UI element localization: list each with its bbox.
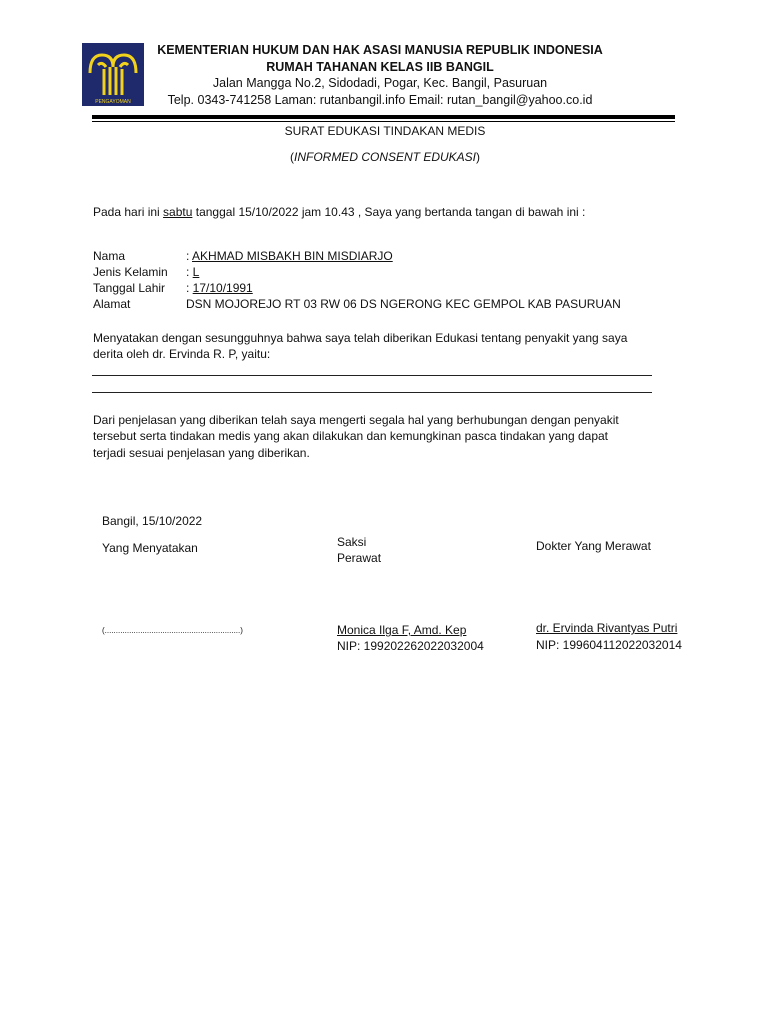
doctor-label: Dokter Yang Merawat — [536, 539, 651, 553]
field-label-jenis-kelamin: Jenis Kelamin — [93, 265, 168, 279]
field-label-tanggal-lahir: Tanggal Lahir — [93, 281, 166, 295]
document-title: SURAT EDUKASI TINDAKAN MEDIS — [284, 124, 486, 138]
header-address: Jalan Mangga No.2, Sidodadi, Pogar, Kec. Bangil, Pasuruan — [212, 76, 548, 90]
field-value-tanggal-lahir: : 17/10/1991 — [186, 281, 253, 295]
explanation-line-3: terjadi sesuai penjelasan yang diberikan. — [93, 446, 310, 460]
statement-line-1: Menyatakan dengan sesungguhnya bahwa saya telah diberikan Edukasi tentang penyakit yang saya — [93, 331, 628, 345]
field-label-nama: Nama — [93, 249, 126, 263]
field-value-nama: : AKHMAD MISBAKH BIN MISDIARJO — [186, 249, 393, 263]
place-date: Bangil, 15/10/2022 — [102, 514, 203, 528]
field-value-jenis-kelamin: : L — [186, 265, 200, 279]
witness-label: Saksi — [337, 535, 367, 549]
signer-label: Yang Menyatakan — [102, 541, 198, 555]
explanation-line-1: Dari penjelasan yang diberikan telah saya mengerti segala hal yang berhubungan dengan penyakit — [93, 413, 619, 427]
intro-text: Pada hari ini sabtu tanggal 15/10/2022 jam 10.43 , Saya yang bertanda tangan di bawah ini : — [93, 205, 586, 219]
blank-line-2 — [92, 392, 652, 393]
nurse-label: Perawat — [337, 551, 382, 565]
svg-text:PENGAYOMAN: PENGAYOMAN — [95, 99, 131, 105]
nurse-nip: NIP: 199202262022032004 — [337, 639, 484, 653]
header-divider-thin — [92, 121, 675, 122]
field-label-alamat: Alamat — [93, 297, 131, 311]
document-subtitle: (INFORMED CONSENT EDUKASI) — [289, 150, 480, 164]
signer-blank: (.............................................................) — [102, 626, 243, 635]
blank-line-1 — [92, 375, 652, 376]
field-value-alamat: DSN MOJOREJO RT 03 RW 06 DS NGERONG KEC GEMPOL KAB PASURUAN — [186, 297, 621, 311]
header-ministry: KEMENTERIAN HUKUM DAN HAK ASASI MANUSIA REPUBLIK INDONESIA — [157, 43, 603, 57]
header-divider-thick — [92, 115, 675, 119]
doctor-nip: NIP: 199604112022032014 — [536, 638, 682, 652]
header-contact: Telp. 0343-741258 Laman: rutanbangil.info Email: rutan_bangil@yahoo.co.id — [167, 93, 593, 107]
statement-line-2: derita oleh dr. Ervinda R. P, yaitu: — [93, 347, 271, 361]
header-institution: RUMAH TAHANAN KELAS IIB BANGIL — [266, 60, 494, 74]
nurse-name: Monica Ilga F, Amd. Kep — [337, 623, 467, 637]
pengayoman-logo — [82, 43, 144, 106]
doctor-name: dr. Ervinda Rivantyas Putri — [536, 621, 678, 635]
explanation-line-2: tersebut serta tindakan medis yang akan dilakukan dan kemungkinan pasca tindakan yang dapat — [93, 429, 609, 443]
